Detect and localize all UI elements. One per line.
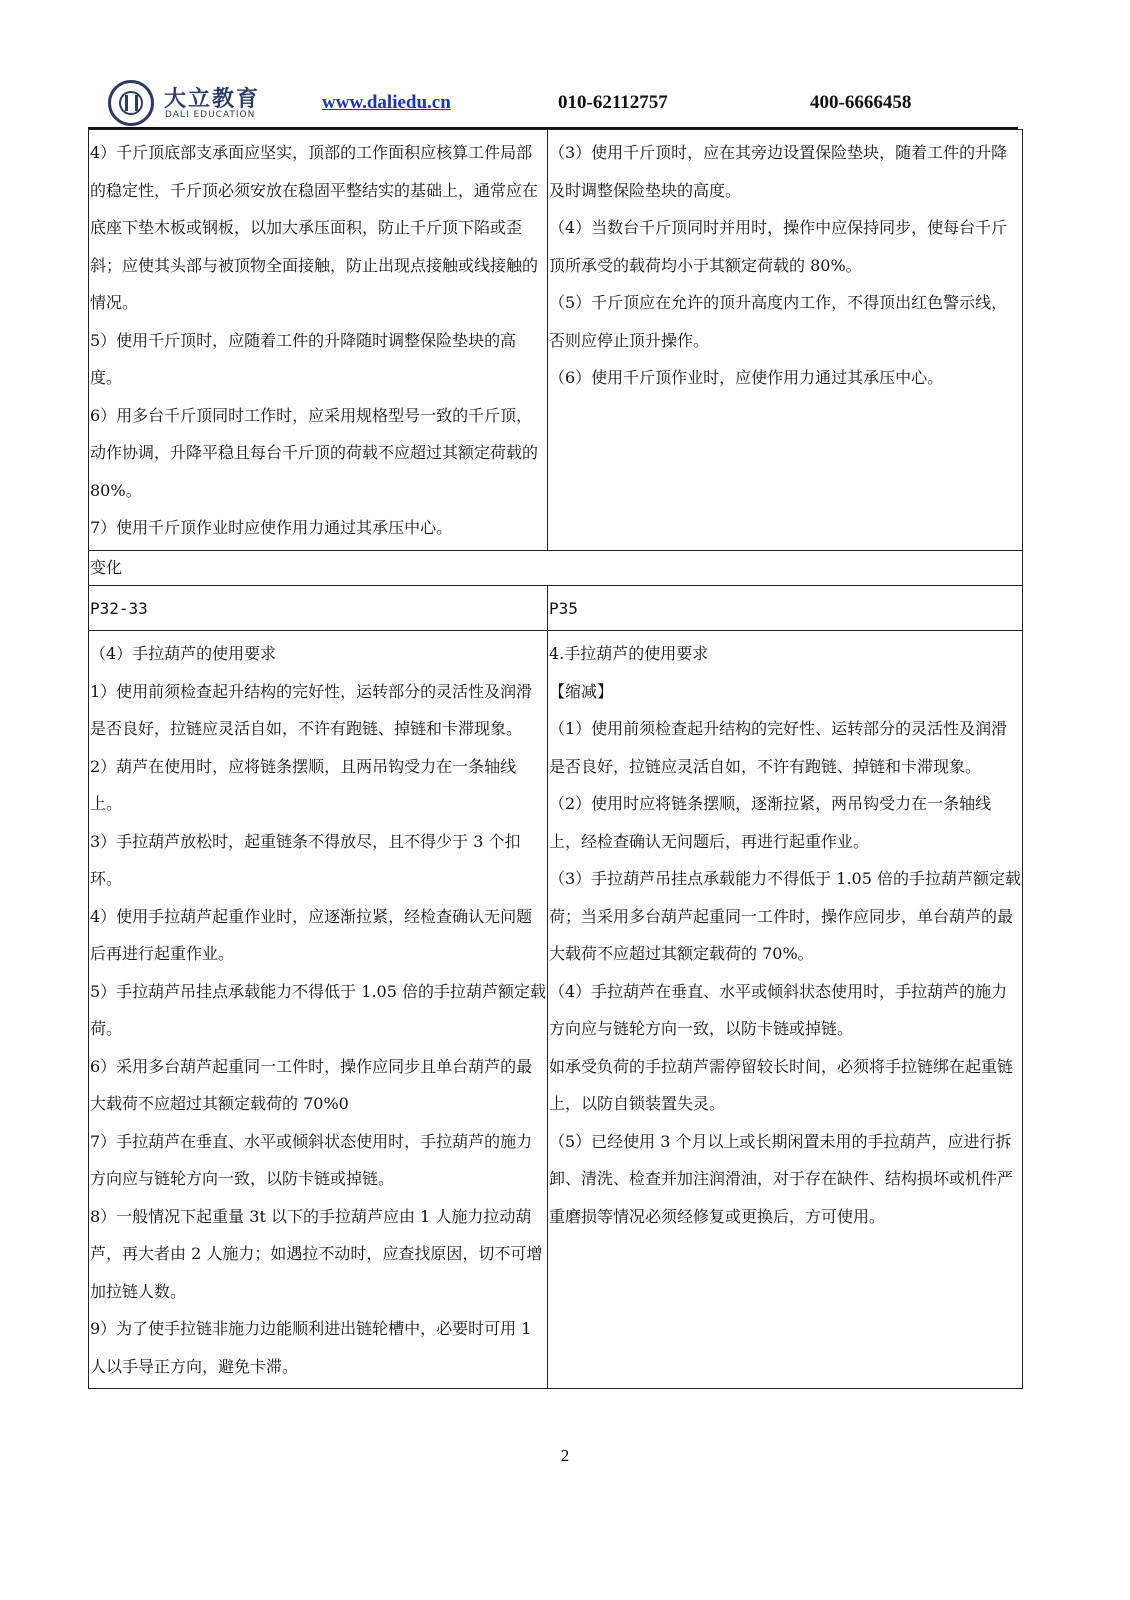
cell-new-jack [548, 130, 1023, 551]
new-page-ref: P35 [548, 585, 1023, 631]
comparison-table [88, 129, 1023, 1389]
paragraph: （4）手拉葫芦的使用要求 [90, 644, 277, 663]
dali-logo-icon [108, 80, 154, 126]
paragraph: 5）使用千斤顶时，应随着工件的升降随时调整保险垫块的高度。 [90, 330, 517, 387]
paragraph: 8）一般情况下起重量 3t 以下的手拉葫芦应由 1 人施力拉动葫芦，再大者由 2 人施力；如遇拉不动时，应查找原因，切不可增加拉链人数。 [90, 1206, 543, 1301]
paragraph: 2）葫芦在使用时，应将链条摆顺，且两吊钩受力在一条轴线上。 [90, 756, 517, 813]
logo-english-name: DALI EDUCATION [165, 110, 256, 120]
table-row-jack [89, 130, 1023, 551]
paragraph: 7）手拉葫芦在垂直、水平或倾斜状态使用时，手拉葫芦的施力方向应与链轮方向一致，以防卡链或掉链。 [90, 1131, 533, 1188]
paragraph: （2）使用时应将链条摆顺，逐渐拉紧，两吊钩受力在一条轴线上，经检查确认无问题后，再进行起重作业。 [549, 794, 992, 851]
paragraph: （3）使用千斤顶时，应在其旁边设置保险垫块，随着工件的升降及时调整保险垫块的高度。 [549, 143, 1008, 200]
paragraph: 5）手拉葫芦吊挂点承载能力不得低于 1.05 倍的手拉葫芦额定载荷。 [90, 981, 546, 1038]
paragraph: （4）当数台千斤顶同时并用时，操作中应保持同步，使每台千斤顶所承受的载荷均小于其额定荷载的 80%。 [549, 218, 1008, 275]
logo-chinese-name: 大立教育 [164, 87, 261, 112]
paragraph: （5）千斤顶应在允许的顶升高度内工作，不得顶出红色警示线，否则应停止顶升操作。 [549, 293, 1008, 350]
paragraph: 3）手拉葫芦放松时，起重链条不得放尽，且不得少于 3 个扣环。 [90, 831, 521, 888]
paragraph: （1）使用前须检查起升结构的完好性、运转部分的灵活性及润滑是否良好，拉链应灵活自如，不许有跑链、掉链和卡滞现象。 [549, 719, 1008, 776]
cell-old-jack [89, 130, 548, 551]
cell-old-hoist [89, 631, 548, 1389]
website-link[interactable]: www.daliedu.cn [322, 92, 451, 113]
table-row-hoist [89, 631, 1023, 1389]
paragraph: 4）千斤顶底部支承面应坚实，顶部的工作面积应核算工件局部的稳定性，千斤顶必须安放在稳固平整结实的基础上，通常应在底座下垫木板或钢板，以加大承压面积，防止千斤顶下陷或歪斜；应使其头部与被顶物全面接触，防止出现点接触或线接触的情况。 [90, 143, 539, 312]
phone-number-1: 010-62112757 [558, 92, 668, 113]
paragraph: 4）使用手拉葫芦起重作业时，应逐渐拉紧，经检查确认无问题后再进行起重作业。 [90, 906, 533, 963]
paragraph: （4）手拉葫芦在垂直、水平或倾斜状态使用时，手拉葫芦的施力方向应与链轮方向一致，以防卡链或掉链。 [549, 981, 1008, 1038]
paragraph: 1）使用前须检查起升结构的完好性，运转部分的灵活性及润滑是否良好，拉链应灵活自如，不许有跑链、掉链和卡滞现象。 [90, 681, 533, 738]
table-row-change [89, 550, 1023, 585]
paragraph: 【缩减】 [549, 681, 614, 701]
cell-new-hoist [548, 631, 1023, 1389]
old-page-ref: P32-33 [89, 585, 548, 631]
paragraph: （6）使用千斤顶作业时，应使作用力通过其承压中心。 [549, 368, 944, 387]
paragraph: 如承受负荷的手拉葫芦需停留较长时间，必须将手拉链绑在起重链上，以防自锁装置失灵。 [549, 1056, 1014, 1113]
paragraph: （3）手拉葫芦吊挂点承载能力不得低于 1.05 倍的手拉葫芦额定载荷；当采用多台葫芦起重同一工件时，操作应同步，单台葫芦的最大载荷不应超过其额定载荷的 70%。 [549, 869, 1021, 963]
paragraph: 9）为了使手拉链非施力边能顺利进出链轮槽中，必要时可用 1 人以手导正方向，避免卡滞。 [90, 1319, 532, 1376]
page-header [108, 80, 988, 122]
paragraph: 7）使用千斤顶作业时应使作用力通过其承压中心。 [90, 518, 453, 537]
page-number: 2 [560, 1446, 570, 1465]
paragraph: 6）采用多台葫芦起重同一工件时，操作应同步且单台葫芦的最大载荷不应超过其额定载荷的 70%0 [90, 1056, 533, 1113]
paragraph: 4.手拉葫芦的使用要求 [549, 644, 709, 663]
paragraph: 6）用多台千斤顶同时工作时，应采用规格型号一致的千斤顶，动作协调，升降平稳且每台千斤顶的荷载不应超过其额定荷载的 80%。 [90, 405, 539, 500]
phone-number-2: 400-6666458 [810, 92, 912, 113]
table-row-pages [89, 585, 1023, 631]
change-label: 变化 [89, 550, 1023, 585]
paragraph: （5）已经使用 3 个月以上或长期闲置未用的手拉葫芦，应进行拆卸、清洗、检查并加注润滑油，对于存在缺件、结构损坏或机件严重磨损等情况必须经修复或更换后，方可使用。 [549, 1131, 1014, 1226]
